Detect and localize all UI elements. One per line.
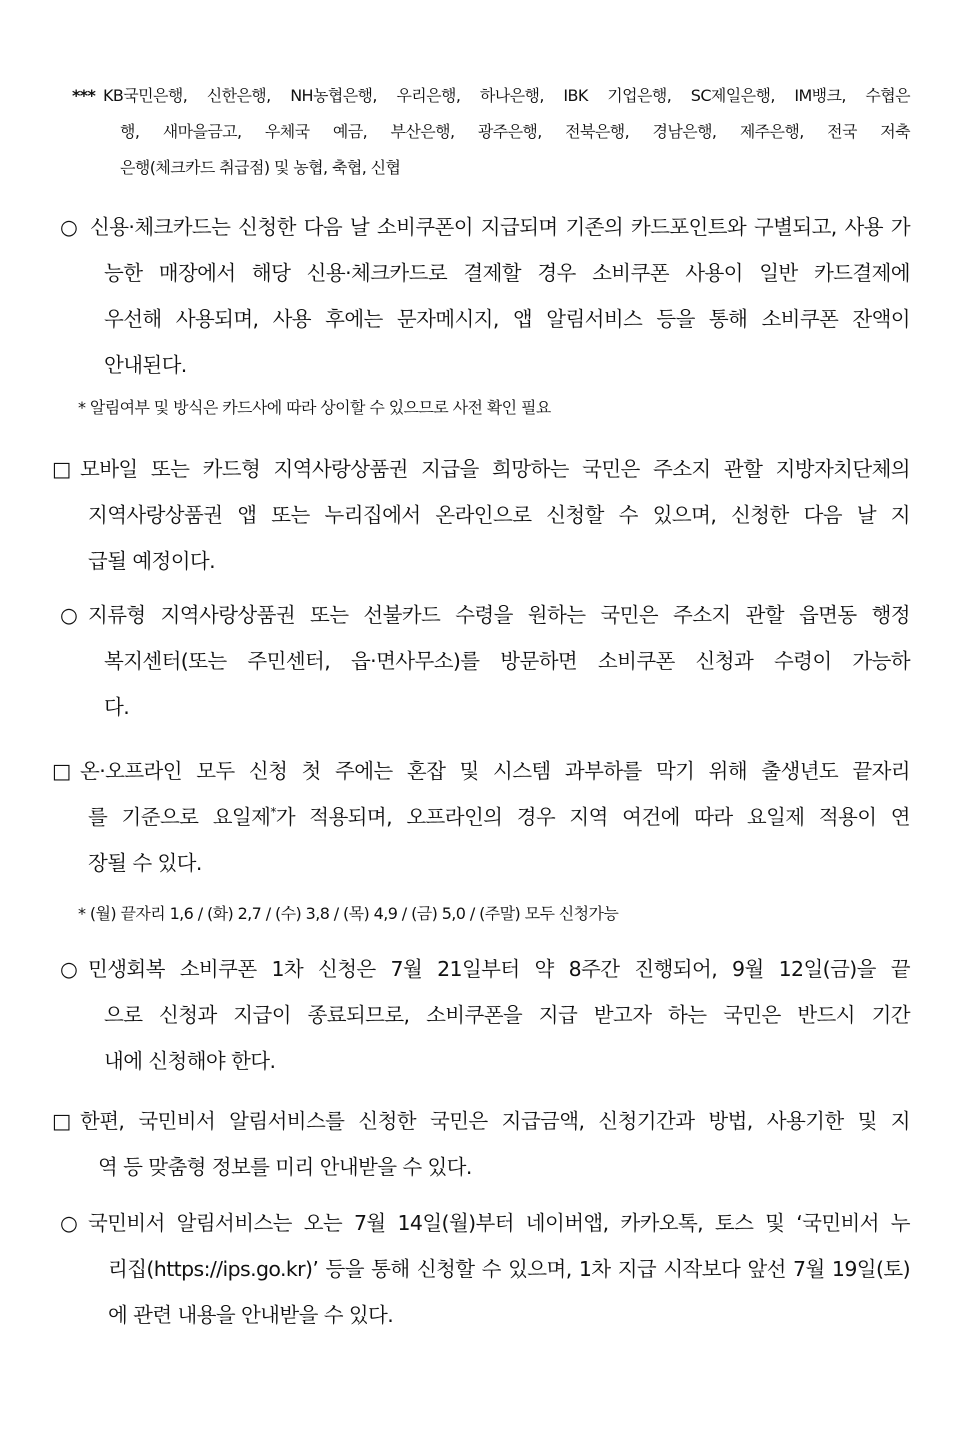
period-para-line-1: 민생회복 소비쿠폰 1차 신청은 7월 21일부터 약 8주간 진행되어, 9월 12일(금)을 끝	[88, 957, 910, 981]
card-para-line-2: 능한 매장에서 해당 신용·체크카드로 결제할 경우 소비쿠폰 사용이 일반 카드결제에	[104, 261, 910, 285]
bank-list-note	[0, 78, 966, 186]
rotation-line-2-before: 를 기준으로 요일제	[88, 805, 271, 829]
rotation-para-line-3: 장될 수 있다.	[88, 851, 202, 875]
rotation-para-line-2	[88, 794, 910, 840]
circle-bullet-icon: ○	[60, 215, 78, 239]
rotation-footnote	[0, 896, 966, 932]
rotation-footnote-text: * (월) 끝자리 1,6 / (화) 2,7 / (수) 3,8 / (목) 4,9 / (금) 5,0 / (주말) 모두 신청가능	[78, 904, 619, 923]
bank-note-line-2: 행, 새마을금고, 우체국 예금, 부산은행, 광주은행, 전북은행, 경남은행, 제주은행, 전국 저축	[120, 122, 910, 141]
rotation-para-line-1: 온·오프라인 모두 신청 첫 주에는 혼잡 및 시스템 과부하를 막기 위해 출생년도 끝자리	[80, 759, 910, 783]
circle-bullet-icon: ○	[60, 603, 78, 627]
paper-para-line-1: 지류형 지역사랑상품권 또는 선불카드 수령을 원하는 국민은 주소지 관할 읍면동 행정	[88, 603, 910, 627]
triple-asterisk-marker: ***	[72, 86, 96, 105]
voucher-para-line-3: 급될 예정이다.	[88, 549, 216, 573]
mobile-voucher-paragraph	[0, 446, 966, 584]
secretary-signup-paragraph	[0, 1200, 966, 1338]
paper-para-line-3: 다.	[104, 695, 130, 719]
card-usage-paragraph	[0, 204, 966, 388]
bank-note-line-1: KB국민은행, 신한은행, NH농협은행, 우리은행, 하나은행, IBK 기업은행, SC제일은행, IM뱅크, 수협은	[103, 86, 910, 105]
alert-footnote-text: * 알림여부 및 방식은 카드사에 따라 상이할 수 있으므로 사전 확인 필요	[78, 398, 551, 417]
weekday-rotation-paragraph	[0, 748, 966, 886]
circle-bullet-icon: ○	[60, 957, 78, 981]
square-bullet-icon: □	[52, 1109, 71, 1133]
card-para-line-1: 신용·체크카드는 신청한 다음 날 소비쿠폰이 지급되며 기존의 카드포인트와 구별되고, 사용 가	[90, 215, 910, 239]
notice-para-line-2: 역 등 맞춤형 정보를 미리 안내받을 수 있다.	[98, 1155, 472, 1179]
secretary-para-line-1: 국민비서 알림서비스는 오는 7월 14일(월)부터 네이버앱, 카카오톡, 토스 및 ‘국민비서 누	[88, 1211, 910, 1235]
period-para-line-3: 내에 신청해야 한다.	[104, 1049, 276, 1073]
bank-note-line-3: 은행(체크카드 취급점) 및 농협, 축협, 신협	[120, 158, 401, 177]
voucher-para-line-1: 모바일 또는 카드형 지역사랑상품권 지급을 희망하는 국민은 주소지 관할 지방자치단체의	[80, 457, 910, 481]
square-bullet-icon: □	[52, 457, 71, 481]
secretary-para-line-2: 리집(https://ips.go.kr)’ 등을 통해 신청할 수 있으며, 1차 지급 시작보다 앞선 7월 19일(토)	[108, 1257, 910, 1281]
period-para-line-2: 으로 신청과 지급이 종료되므로, 소비쿠폰을 지급 받고자 하는 국민은 반드시 기간	[104, 1003, 910, 1027]
card-para-line-3: 우선해 사용되며, 사용 후에는 문자메시지, 앱 알림서비스 등을 통해 소비쿠폰 잔액이	[104, 307, 910, 331]
rotation-line-2-after: 가 적용되며, 오프라인의 경우 지역 여건에 따라 요일제 적용이 연	[275, 805, 910, 829]
footnote-marker: *	[270, 805, 276, 819]
secretary-para-line-3: 에 관련 내용을 안내받을 수 있다.	[108, 1303, 394, 1327]
application-period-paragraph	[0, 946, 966, 1084]
alert-footnote	[0, 390, 966, 426]
notice-para-line-1: 한편, 국민비서 알림서비스를 신청한 국민은 지급금액, 신청기간과 방법, 사용기한 및 지	[80, 1109, 910, 1133]
voucher-para-line-2: 지역사랑상품권 앱 또는 누리집에서 온라인으로 신청할 수 있으며, 신청한 다음 날 지	[88, 503, 910, 527]
card-para-line-4: 안내된다.	[104, 353, 187, 377]
square-bullet-icon: □	[52, 759, 71, 783]
paper-para-line-2: 복지센터(또는 주민센터, 읍·면사무소)를 방문하면 소비쿠폰 신청과 수령이 가능하	[104, 649, 910, 673]
paper-voucher-paragraph	[0, 592, 966, 730]
national-secretary-notice-paragraph	[0, 1098, 966, 1190]
circle-bullet-icon: ○	[60, 1211, 78, 1235]
